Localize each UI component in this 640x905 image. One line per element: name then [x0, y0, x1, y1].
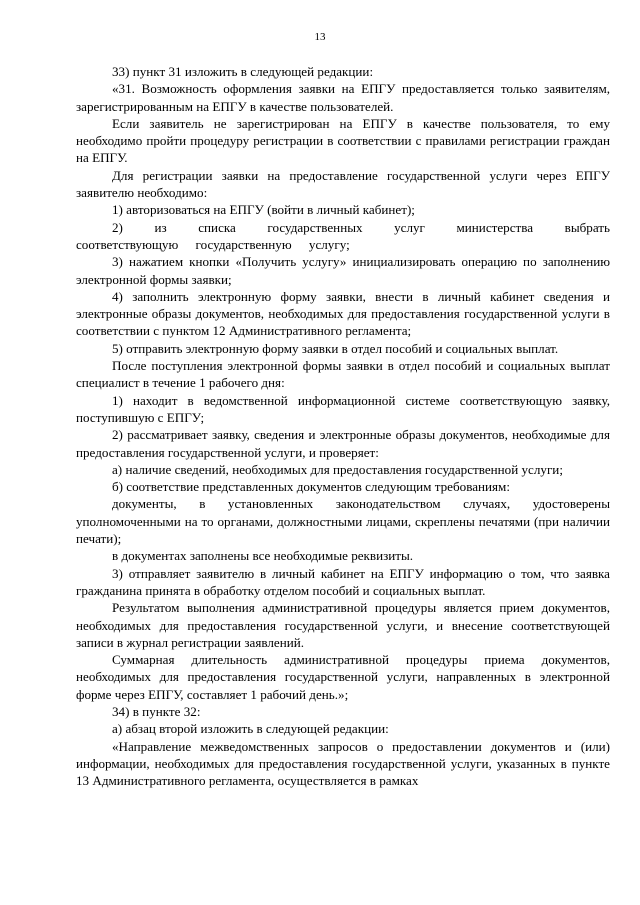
paragraph: Суммарная длительность административной процедуры приема документов, необходимых для предоставления государственной услуги, направленных в электронной форме через ЕПГУ, составляет 1 рабочий день.»; [76, 652, 610, 702]
paragraph: «Направление межведомственных запросов о предоставлении документов и (или) информации, необходимых для предоставления государственной услуги, указанных в пункте 13 Административного регламента, осуществляется в рамках [76, 738, 610, 789]
paragraph: 34) в пункте 32: [112, 703, 201, 719]
paragraph: 3) отправляет заявителю в личный кабинет на ЕПГУ информацию о том, что заявка гражданина принята в обработку отделом пособий и социальных выплат. [76, 565, 610, 598]
paragraph: 1) находит в ведомственной информационной системе соответствующую заявку, поступившую с ЕПГУ; [76, 392, 610, 425]
page-number: 13 [314, 31, 326, 43]
paragraph: Результатом выполнения административной процедуры является прием документов, необходимых для предоставления государственной услуги, и внесение соответствующей записи в журнал регистрации заявлений. [76, 600, 610, 650]
paragraph: б) соответствие представленных документов следующим требованиям: [112, 479, 510, 495]
paragraph: «31. Возможность оформления заявки на ЕПГУ предоставляется только заявителям, зарегистрированным на ЕПГУ в качестве пользователей. [76, 81, 610, 114]
paragraph: Для регистрации заявки на предоставление государственной услуги через ЕПГУ заявителю необходимо: [76, 167, 610, 201]
paragraph: а) абзац второй изложить в следующей редакции: [112, 721, 389, 737]
paragraph: После поступления электронной формы заявки в отдел пособий и социальных выплат специалист в течение 1 рабочего дня: [76, 358, 610, 391]
document-body [76, 63, 610, 789]
paragraph: в документах заполнены все необходимые реквизиты. [112, 548, 414, 564]
paragraph: 2) из списка государственных услуг министерства выбрать соответствующую государственную услугу; [76, 219, 610, 252]
paragraph: 2) рассматривает заявку, сведения и электронные образы документов, необходимые для предоставления государственной услуги, и проверяет: [76, 427, 610, 460]
paragraph: а) наличие сведений, необходимых для предоставления государственной услуги; [112, 461, 563, 477]
paragraph: 3) нажатием кнопки «Получить услугу» инициализировать операцию по заполнению электронной формы заявки; [76, 254, 610, 287]
paragraph: 33) пункт 31 изложить в следующей редакции: [112, 64, 374, 79]
paragraph: Если заявитель не зарегистрирован на ЕПГУ в качестве пользователя, то ему необходимо пройти процедуру регистрации в соответствии с правилами регистрации граждан на ЕПГУ. [76, 115, 610, 166]
paragraph: 4) заполнить электронную форму заявки, внести в личный кабинет сведения и электронные образы документов, необходимых для предоставления государственной услуги в соответствии с пунктом 12 Административного регламента; [76, 288, 610, 339]
paragraph: 5) отправить электронную форму заявки в отдел пособий и социальных выплат. [112, 340, 559, 356]
paragraph: 1) авторизоваться на ЕПГУ (войти в личный кабинет); [112, 202, 415, 218]
paragraph: документы, в установленных законодательством случаях, удостоверены уполномоченными на то органами, должностными лицами, скреплены печатями (при наличии печати); [76, 496, 610, 547]
